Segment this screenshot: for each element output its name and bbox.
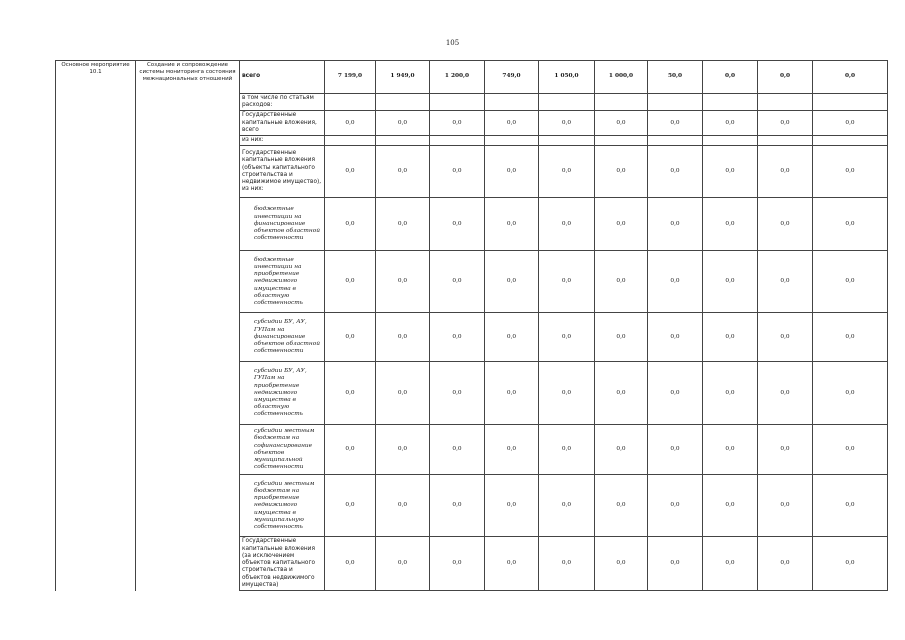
amount-cell: 0,0 — [813, 146, 888, 198]
amount-cell: 0,0 — [485, 111, 539, 136]
amount-cell: 0,0 — [595, 146, 648, 198]
amount-cell: 0,0 — [813, 61, 888, 94]
amount-cell: 0,0 — [485, 313, 539, 362]
amount-cell: 0,0 — [813, 475, 888, 537]
amount-cell: 0,0 — [648, 198, 703, 251]
amount-cell — [648, 94, 703, 111]
amount-cell: 0,0 — [758, 537, 813, 591]
expense-item-label: субсидии БУ, АУ, ГУПам на финансирование объектов областной собственности — [240, 313, 325, 362]
amount-cell: 0,0 — [539, 111, 595, 136]
expense-item-label: бюджетные инвестиции на приобретение недвижимого имущества в областную собственность — [240, 251, 325, 313]
amount-cell: 0,0 — [485, 425, 539, 475]
amount-cell: 0,0 — [430, 425, 485, 475]
amount-cell: 0,0 — [376, 313, 430, 362]
amount-cell — [595, 136, 648, 146]
expense-item-label: в том числе по статьям расходов: — [240, 94, 325, 111]
amount-cell: 0,0 — [430, 475, 485, 537]
amount-cell: 0,0 — [758, 313, 813, 362]
amount-cell: 1 949,0 — [376, 61, 430, 94]
amount-cell: 0,0 — [703, 362, 758, 425]
amount-cell: 0,0 — [703, 198, 758, 251]
amount-cell: 0,0 — [376, 537, 430, 591]
amount-cell: 0,0 — [648, 251, 703, 313]
amount-cell — [648, 136, 703, 146]
amount-cell: 0,0 — [325, 251, 376, 313]
amount-cell: 0,0 — [539, 425, 595, 475]
amount-cell: 0,0 — [703, 146, 758, 198]
amount-cell: 0,0 — [648, 475, 703, 537]
amount-cell: 0,0 — [595, 425, 648, 475]
expense-item-label: субсидии БУ, АУ, ГУПам на приобретение недвижимого имущества в областную собственность — [240, 362, 325, 425]
amount-cell: 7 199,0 — [325, 61, 376, 94]
amount-cell: 0,0 — [703, 537, 758, 591]
amount-cell: 0,0 — [539, 251, 595, 313]
amount-cell: 0,0 — [595, 537, 648, 591]
amount-cell: 0,0 — [539, 475, 595, 537]
budget-table-body — [56, 61, 888, 591]
amount-cell: 0,0 — [813, 313, 888, 362]
amount-cell — [539, 94, 595, 111]
amount-cell: 0,0 — [813, 425, 888, 475]
amount-cell: 0,0 — [376, 425, 430, 475]
amount-cell: 0,0 — [430, 251, 485, 313]
page-number: 105 — [445, 39, 460, 47]
amount-cell — [539, 136, 595, 146]
amount-cell: 0,0 — [758, 475, 813, 537]
amount-cell: 1 000,0 — [595, 61, 648, 94]
amount-cell — [376, 94, 430, 111]
amount-cell: 0,0 — [813, 362, 888, 425]
amount-cell: 0,0 — [325, 362, 376, 425]
amount-cell: 0,0 — [485, 362, 539, 425]
amount-cell — [813, 94, 888, 111]
event-code-cell: Основное мероприятие 10.1 — [56, 61, 136, 591]
amount-cell: 0,0 — [430, 362, 485, 425]
amount-cell: 0,0 — [703, 425, 758, 475]
amount-cell: 0,0 — [485, 198, 539, 251]
amount-cell: 0,0 — [539, 537, 595, 591]
amount-cell — [430, 136, 485, 146]
amount-cell: 0,0 — [485, 251, 539, 313]
amount-cell: 0,0 — [325, 537, 376, 591]
amount-cell — [758, 94, 813, 111]
expense-item-label: из них: — [240, 136, 325, 146]
amount-cell: 0,0 — [430, 146, 485, 198]
expense-item-label: всего — [240, 61, 325, 94]
amount-cell — [485, 94, 539, 111]
amount-cell: 0,0 — [758, 198, 813, 251]
expense-item-label: бюджетные инвестиции на финансирование объектов областной собственности — [240, 198, 325, 251]
amount-cell — [376, 136, 430, 146]
amount-cell: 0,0 — [595, 362, 648, 425]
amount-cell — [813, 136, 888, 146]
amount-cell: 0,0 — [485, 475, 539, 537]
amount-cell: 0,0 — [376, 251, 430, 313]
amount-cell: 0,0 — [758, 362, 813, 425]
amount-cell: 0,0 — [648, 425, 703, 475]
amount-cell — [758, 136, 813, 146]
amount-cell: 0,0 — [376, 146, 430, 198]
amount-cell: 0,0 — [648, 362, 703, 425]
amount-cell: 0,0 — [648, 313, 703, 362]
amount-cell: 0,0 — [648, 111, 703, 136]
amount-cell: 0,0 — [325, 475, 376, 537]
amount-cell: 0,0 — [485, 146, 539, 198]
amount-cell: 0,0 — [376, 362, 430, 425]
expense-item-label: субсидии местным бюджетам на приобретение недвижимого имущества в муниципальную собственность — [240, 475, 325, 537]
amount-cell: 0,0 — [430, 313, 485, 362]
table-row — [56, 61, 888, 94]
amount-cell: 0,0 — [703, 313, 758, 362]
amount-cell: 0,0 — [813, 537, 888, 591]
amount-cell: 0,0 — [758, 146, 813, 198]
amount-cell: 0,0 — [595, 198, 648, 251]
amount-cell — [325, 136, 376, 146]
amount-cell — [325, 94, 376, 111]
amount-cell: 0,0 — [758, 425, 813, 475]
amount-cell: 0,0 — [758, 251, 813, 313]
expense-item-label: субсидии местным бюджетам на софинансирование объектов муниципальной собственности — [240, 425, 325, 475]
amount-cell: 0,0 — [430, 537, 485, 591]
amount-cell: 0,0 — [648, 537, 703, 591]
amount-cell: 0,0 — [595, 111, 648, 136]
amount-cell: 1 200,0 — [430, 61, 485, 94]
amount-cell: 0,0 — [430, 198, 485, 251]
expense-item-label: Государственные капитальные вложения, всего — [240, 111, 325, 136]
amount-cell: 0,0 — [703, 475, 758, 537]
amount-cell: 0,0 — [325, 111, 376, 136]
amount-cell: 50,0 — [648, 61, 703, 94]
amount-cell: 0,0 — [595, 251, 648, 313]
amount-cell: 0,0 — [376, 475, 430, 537]
amount-cell: 749,0 — [485, 61, 539, 94]
amount-cell: 1 050,0 — [539, 61, 595, 94]
expense-item-label: Государственные капитальные вложения (объекты капитального строительства и недвижимое имущество), из них: — [240, 146, 325, 198]
amount-cell — [595, 94, 648, 111]
budget-table — [55, 60, 888, 591]
amount-cell — [703, 136, 758, 146]
amount-cell: 0,0 — [703, 251, 758, 313]
amount-cell: 0,0 — [758, 111, 813, 136]
amount-cell: 0,0 — [325, 313, 376, 362]
amount-cell — [703, 94, 758, 111]
amount-cell: 0,0 — [430, 111, 485, 136]
amount-cell: 0,0 — [325, 198, 376, 251]
amount-cell: 0,0 — [539, 198, 595, 251]
amount-cell: 0,0 — [648, 146, 703, 198]
amount-cell: 0,0 — [813, 111, 888, 136]
event-name-cell: Создание и сопровождение системы мониторинга состояния межнациональных отношений — [136, 61, 240, 591]
expense-item-label: Государственные капитальные вложения (за исключением объектов капитального строительства и объектов недвижимого имущества) — [240, 537, 325, 591]
amount-cell: 0,0 — [813, 198, 888, 251]
amount-cell: 0,0 — [325, 425, 376, 475]
amount-cell: 0,0 — [325, 146, 376, 198]
amount-cell — [485, 136, 539, 146]
amount-cell: 0,0 — [595, 313, 648, 362]
amount-cell: 0,0 — [376, 111, 430, 136]
amount-cell: 0,0 — [539, 313, 595, 362]
amount-cell: 0,0 — [485, 537, 539, 591]
amount-cell: 0,0 — [539, 362, 595, 425]
amount-cell: 0,0 — [376, 198, 430, 251]
amount-cell: 0,0 — [758, 61, 813, 94]
amount-cell: 0,0 — [813, 251, 888, 313]
amount-cell: 0,0 — [595, 475, 648, 537]
amount-cell: 0,0 — [703, 111, 758, 136]
amount-cell: 0,0 — [539, 146, 595, 198]
amount-cell: 0,0 — [703, 61, 758, 94]
amount-cell — [430, 94, 485, 111]
